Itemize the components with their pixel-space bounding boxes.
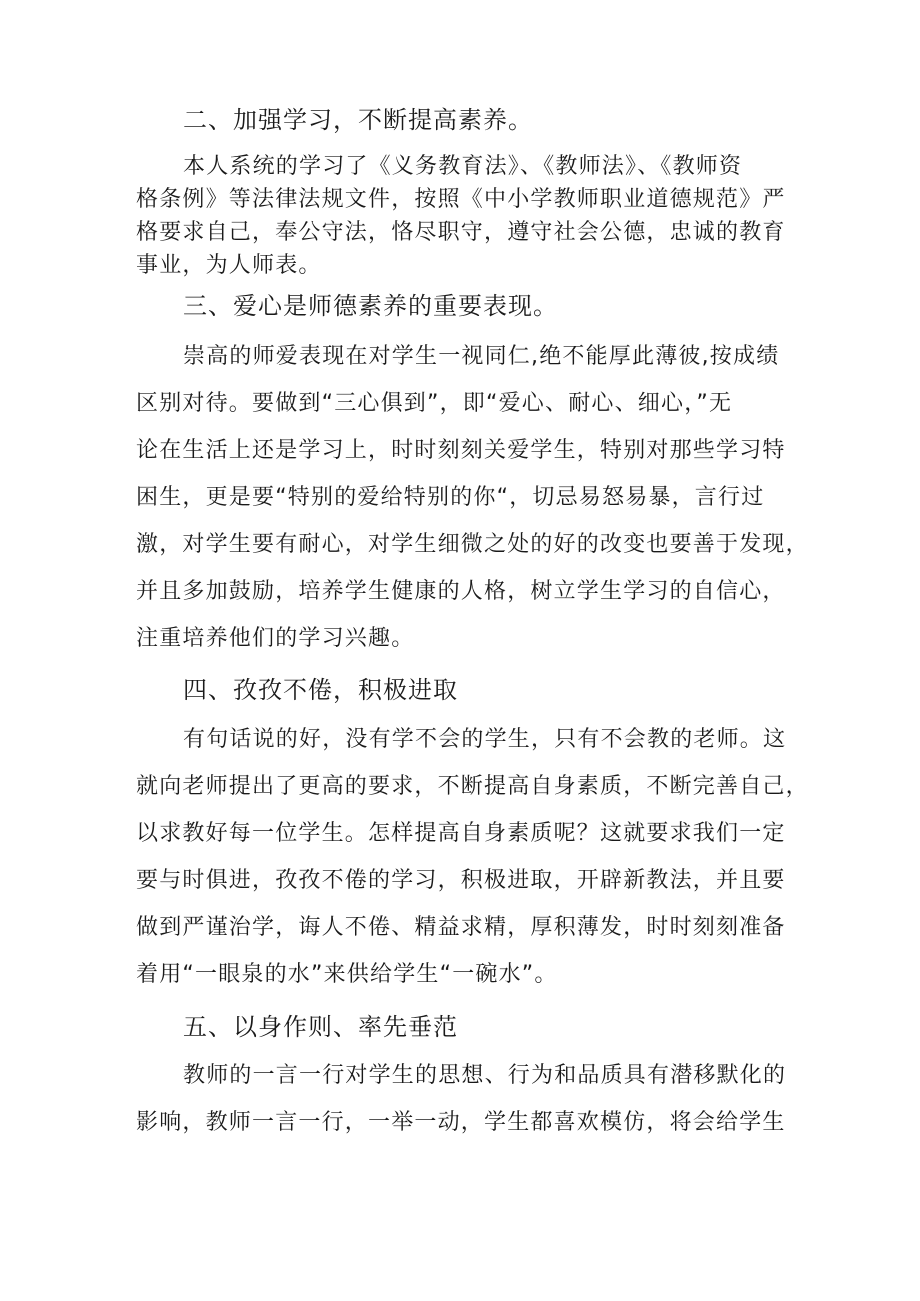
paragraph-line: 困生，更是要“特别的爱给特别的你“，切忌易怒易暴，言行过 bbox=[136, 485, 765, 510]
paragraph-line: 并且多加鼓励，培养学生健康的人格，树立学生学习的自信心， bbox=[136, 579, 786, 604]
section-heading-4: 四、孜孜不倦，积极进取 bbox=[183, 676, 458, 704]
section-heading-2: 二、加强学习，不断提高素养。 bbox=[183, 106, 533, 134]
paragraph-line: 教师的一言一行对学生的思想、行为和品质具有潜移默化的 bbox=[183, 1063, 787, 1088]
paragraph-line: 就向老师提出了更高的要求，不断提高自身素质，不断完善自己， bbox=[136, 774, 809, 799]
paragraph-line: 激，对学生要有耐心，对学生细微之处的好的改变也要善于发现， bbox=[136, 532, 809, 557]
section-heading-3: 三、爱心是师德素养的重要表现。 bbox=[183, 292, 558, 320]
paragraph-line: 着用“一眼泉的水”来供给学生“一碗水”。 bbox=[136, 962, 558, 987]
paragraph-line: 要与时俱进，孜孜不倦的学习，积极进取，开辟新教法，并且要 bbox=[136, 868, 786, 893]
paragraph-line: 事业，为人师表。 bbox=[136, 253, 322, 278]
paragraph-line: 注重培养他们的学习兴趣。 bbox=[136, 626, 415, 651]
paragraph-line: 格要求自己，奉公守法，恪尽职守，遵守社会公德，忠诚的教育 bbox=[136, 220, 786, 245]
paragraph-line: 本人系统的学习了《义务教育法》、《教师法》、《教师资 bbox=[183, 154, 743, 179]
paragraph-line: 崇高的师爱表现在对学生一视同仁,绝不能厚此薄彼,按成绩 bbox=[183, 344, 780, 369]
paragraph-line: 影响，教师一言一行，一举一动，学生都喜欢模仿，将会给学生 bbox=[136, 1110, 786, 1135]
section-heading-5: 五、以身作则、率先垂范 bbox=[183, 1013, 458, 1041]
paragraph-line: 格条例》等法律法规文件，按照《中小学教师职业道德规范》严 bbox=[136, 187, 786, 212]
paragraph-line: 区别对待。要做到“三心俱到”，即“爱心、耐心、细心，”无 bbox=[136, 391, 733, 416]
paragraph-line: 论在生活上还是学习上，时时刻刻关爱学生，特别对那些学习特 bbox=[136, 438, 786, 463]
paragraph-line: 以求教好每一位学生。怎样提高自身素质呢？这就要求我们一定 bbox=[136, 821, 786, 846]
paragraph-line: 有句话说的好，没有学不会的学生，只有不会教的老师。这 bbox=[183, 727, 787, 752]
paragraph-line: 做到严谨治学，诲人不倦、精益求精，厚积薄发，时时刻刻准备 bbox=[136, 915, 786, 940]
